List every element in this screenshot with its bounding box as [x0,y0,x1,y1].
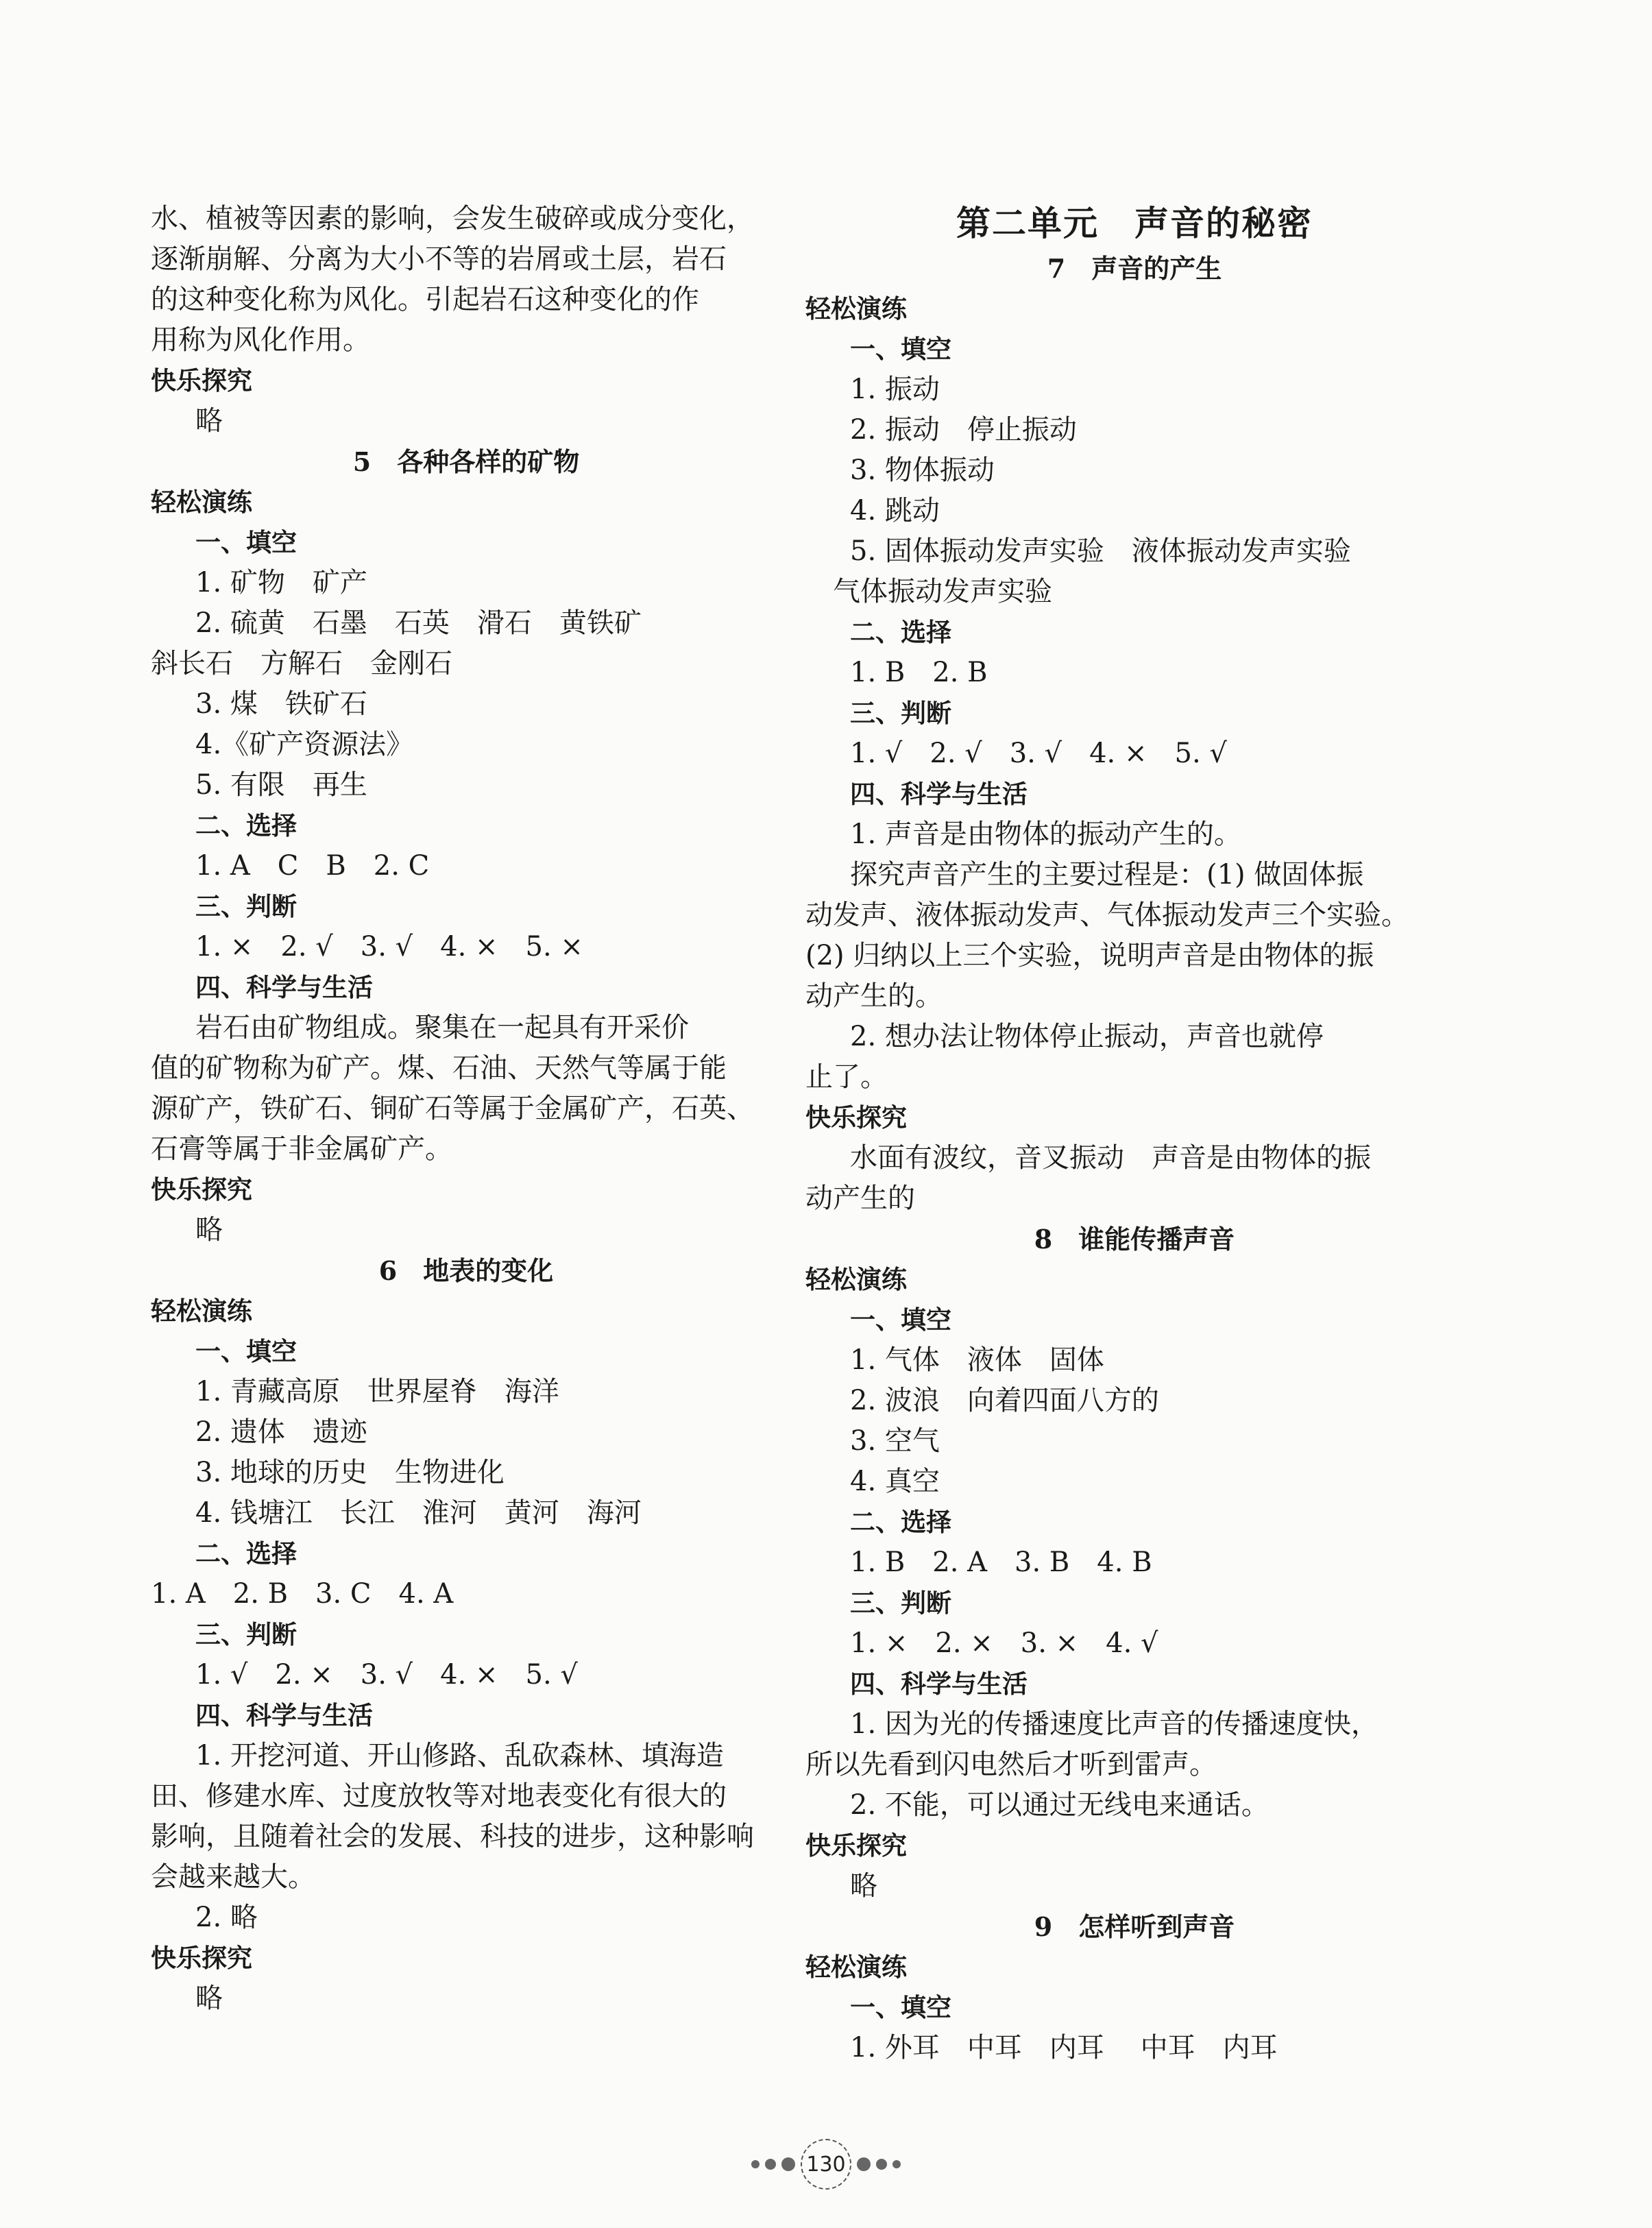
answer-line: 4. 跳动 [850,495,940,526]
answer-line: 略 [850,1870,877,1902]
dot-icon [892,2160,901,2168]
dot-icon [751,2160,760,2168]
heading-explore: 快乐探究 [151,1944,252,1973]
answer-line: 1. A C B 2. C [195,850,430,882]
text-line: 2. 不能，可以通过无线电来通话。 [850,1789,1269,1821]
text-line: 探究声音产生的主要过程是：(1) 做固体振 [850,859,1364,891]
heading-fill: 一、填空 [850,1993,951,2022]
heading-practice: 轻松演练 [805,1265,907,1294]
answer-line: 略 [195,1983,223,2014]
answer-line: 1. × 2. √ 3. √ 4. × 5. × [195,931,583,962]
answer-line: 1. A 2. B 3. C 4. A [151,1578,454,1610]
text-line: 止了。 [805,1061,888,1093]
heading-explore: 快乐探究 [151,366,252,396]
text-line: 动产生的。 [805,980,943,1012]
heading-practice: 轻松演练 [805,1952,907,1982]
heading-choice: 二、选择 [850,618,951,647]
heading-explore: 快乐探究 [805,1831,907,1861]
section-title: 8 谁能传播声音 [1034,1224,1235,1255]
answer-line: 4. 钱塘江 长江 淮河 黄河 海河 [195,1497,642,1529]
text-line: 动发声、液体振动发声、气体振动发声三个实验。 [805,899,1409,931]
unit-title: 第二单元 声音的秘密 [956,204,1313,243]
heading-life: 四、科学与生活 [850,1669,1028,1699]
heading-fill: 一、填空 [850,1305,951,1335]
heading-choice: 二、选择 [850,1507,951,1537]
section-title: 9 怎样听到声音 [1034,1911,1235,1942]
answer-line: 1. √ 2. √ 3. √ 4. × 5. √ [850,738,1227,769]
dot-icon [781,2157,795,2171]
heading-fill: 一、填空 [195,528,297,557]
answer-line: 2. 遗体 遗迹 [195,1416,367,1448]
text-line: 1. 因为光的传播速度比声音的传播速度快， [850,1708,1378,1740]
heading-judge: 三、判断 [195,1620,297,1649]
answer-line: 1. 青藏高原 世界屋脊 海洋 [195,1376,559,1407]
answer-line: 1. 外耳 中耳 内耳 中耳 内耳 [850,2032,1278,2063]
text-line: 值的矿物称为矿产。煤、石油、天然气等属于能 [151,1052,727,1084]
answer-line: 4. 真空 [850,1466,940,1497]
text-line: 1. 声音是由物体的振动产生的。 [850,819,1241,850]
answer-line: 2. 略 [195,1902,258,1933]
heading-practice: 轻松演练 [805,294,907,324]
heading-judge: 三、判断 [850,1588,951,1618]
answer-line: 3. 煤 铁矿石 [195,688,367,720]
dot-icon [765,2159,776,2170]
left-column [151,199,781,2019]
heading-practice: 轻松演练 [151,487,252,517]
heading-life: 四、科学与生活 [195,1701,373,1730]
answer-line: 1. 振动 [850,374,940,405]
answer-line: 3. 物体振动 [850,455,995,486]
text-line: 所以先看到闪电然后才听到雷声。 [805,1749,1217,1780]
page-number: 130 [801,2139,851,2190]
text-line: 逐渐崩解、分离为大小不等的岩屑或土层，岩石 [151,243,727,275]
heading-fill: 一、填空 [850,335,951,364]
footer-dots-right [857,2157,901,2171]
text-line: 动产生的 [805,1183,915,1214]
section-title: 6 地表的变化 [378,1255,554,1286]
text-line: 田、修建水库、过度放牧等对地表变化有很大的 [151,1780,727,1812]
answer-line: 5. 有限 再生 [195,769,367,801]
answer-line: 3. 地球的历史 生物进化 [195,1457,505,1488]
right-column [805,199,1463,2068]
heading-explore: 快乐探究 [805,1103,907,1133]
answer-line: 2. 振动 停止振动 [850,414,1077,446]
text-line: 源矿产，铁矿石、铜矿石等属于金属矿产，石英、 [151,1093,754,1124]
answer-line: 1. 气体 液体 固体 [850,1344,1104,1376]
heading-life: 四、科学与生活 [850,779,1028,809]
heading-choice: 二、选择 [195,811,297,840]
heading-life: 四、科学与生活 [195,973,373,1002]
text-line: 用称为风化作用。 [151,324,370,356]
text-line: 岩石由矿物组成。聚集在一起具有开采价 [195,1012,689,1043]
text-line: 的这种变化称为风化。引起岩石这种变化的作 [151,284,699,315]
section-title: 7 声音的产生 [1047,253,1222,284]
answer-line: 斜长石 方解石 金刚石 [151,648,452,679]
heading-judge: 三、判断 [195,892,297,921]
answer-line: 气体振动发声实验 [833,576,1052,607]
dot-icon [876,2159,887,2170]
text-line: 2. 想办法让物体停止振动，声音也就停 [850,1021,1324,1052]
answer-line: 4.《矿产资源法》 [195,729,414,760]
heading-practice: 轻松演练 [151,1296,252,1326]
answer-line: 略 [195,1214,223,1246]
text-line: 会越来越大。 [151,1861,315,1893]
answer-line: 2. 波浪 向着四面八方的 [850,1385,1159,1416]
answer-line: 1. B 2. B [850,657,988,688]
answer-line: 略 [195,405,223,437]
heading-choice: 二、选择 [195,1539,297,1569]
footer-dots-left [751,2157,795,2171]
text-line: (2) 归纳以上三个实验，说明声音是由物体的振 [805,940,1374,971]
section-title: 5 各种各样的矿物 [352,446,580,477]
text-line: 水面有波纹，音叉振动 声音是由物体的振 [850,1142,1371,1174]
answer-line: 1. √ 2. × 3. √ 4. × 5. √ [195,1659,578,1691]
answer-line: 3. 空气 [850,1425,940,1457]
text-line: 1. 开挖河道、开山修路、乱砍森林、填海造 [195,1740,724,1771]
page-footer [0,2140,1652,2188]
heading-explore: 快乐探究 [151,1175,252,1204]
answer-line: 1. B 2. A 3. B 4. B [850,1547,1152,1578]
answer-line: 1. × 2. × 3. × 4. √ [850,1627,1158,1659]
text-line: 石膏等属于非金属矿产。 [151,1133,452,1165]
heading-fill: 一、填空 [195,1337,297,1366]
heading-judge: 三、判断 [850,699,951,728]
answer-line: 2. 硫黄 石墨 石英 滑石 黄铁矿 [195,607,642,639]
text-line: 水、植被等因素的影响，会发生破碎或成分变化， [151,203,754,234]
text-line: 影响，且随着社会的发展、科技的进步，这种影响 [151,1821,754,1852]
dot-icon [857,2157,871,2171]
answer-line: 1. 矿物 矿产 [195,567,367,598]
answer-line: 5. 固体振动发声实验 液体振动发声实验 [850,535,1351,567]
